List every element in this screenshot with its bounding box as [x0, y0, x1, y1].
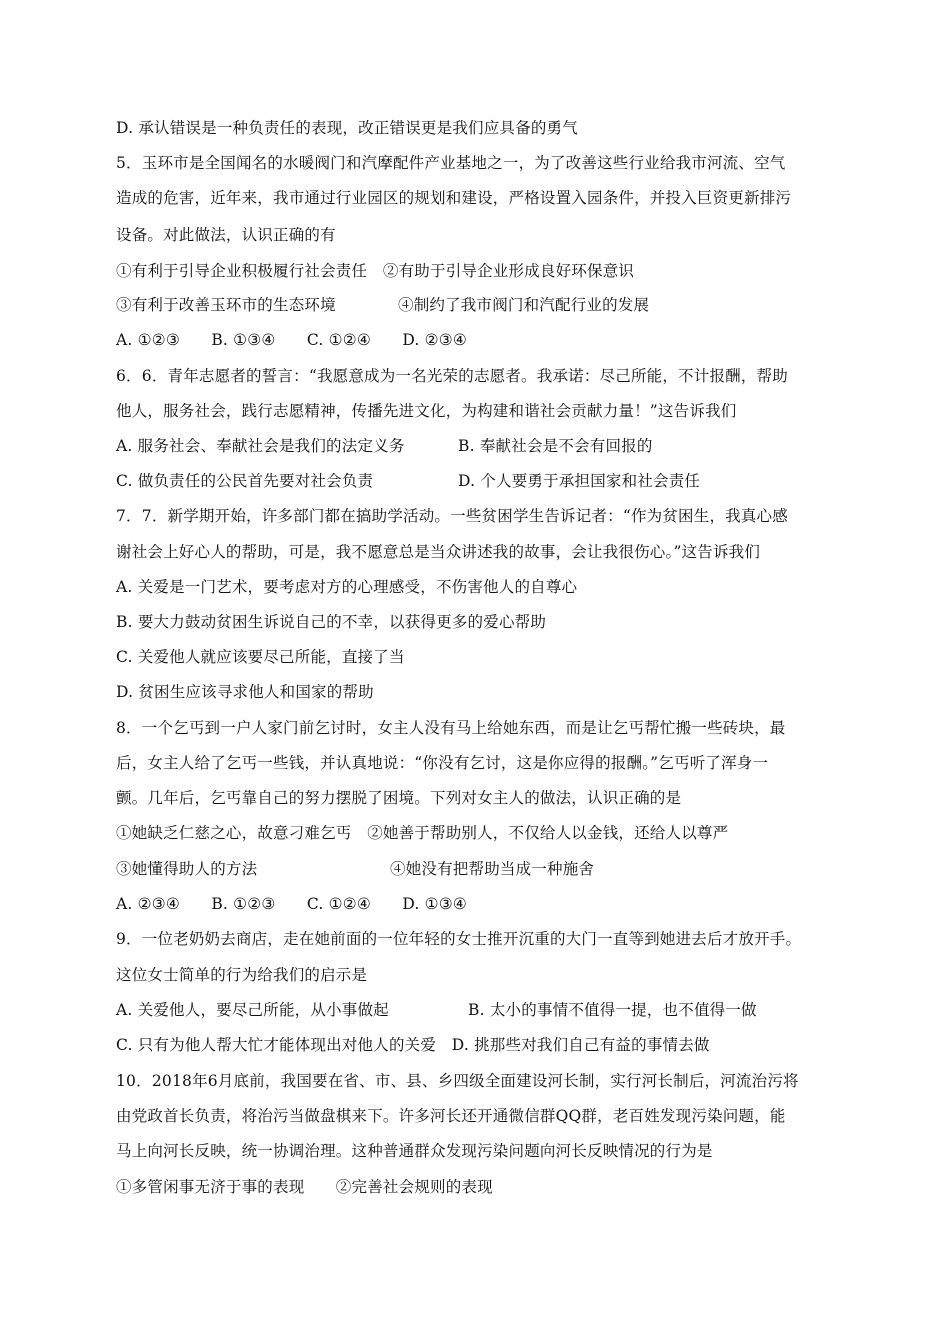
- question-9-stem-line-1: 9．一位老奶奶去商店，走在她前面的一位年轻的女士推开沉重的大门一直等到她进去后才放开手。: [116, 930, 802, 948]
- question-5-stem-line-1: 5．玉环市是全国闻名的水暖阀门和汽摩配件产业基地之一，为了改善这些行业给我市河流、空气: [116, 154, 786, 172]
- question-6-stem-line-2: 他人，服务社会，践行志愿精神，传播先进文化，为构建和谐社会贡献力量！”这告诉我们: [116, 402, 737, 420]
- question-7-option-c: C. 关爱他人就应该要尽己所能，直接了当: [116, 648, 405, 666]
- question-10-statements-1-2: ①多管闲事无济于事的表现 ②完善社会规则的表现: [116, 1178, 493, 1196]
- question-7-option-b: B. 要大力鼓动贫困生诉说自己的不幸，以获得更多的爱心帮助: [116, 613, 547, 631]
- question-8-stem-line-2: 后，女主人给了乞丐一些钱，并认真地说：“你没有乞讨，这是你应得的报酬。”乞丐听了浑身一: [116, 754, 769, 772]
- question-6-option-b: B. 奉献社会是不会有回报的: [458, 437, 653, 455]
- question-5-stem-line-2: 造成的危害，近年来，我市通过行业园区的规划和建设，严格设置入园条件，并投入巨资更新排污: [116, 189, 792, 207]
- question-5-statement-4: ④制约了我市阀门和汽配行业的发展: [398, 296, 650, 314]
- question-8-options: A. ②③④ B. ①②③ C. ①②④ D. ①③④: [116, 895, 467, 913]
- question-7-stem-line-2: 谢社会上好心人的帮助，可是，我不愿意总是当众讲述我的故事，会让我很伤心。”这告诉我们: [116, 543, 761, 561]
- question-5-statement-3: ③有利于改善玉环市的生态环境: [116, 296, 336, 314]
- question-9-options-c-d: C. 只有为他人帮大忙才能体现出对他人的关爱 D. 挑那些对我们自己有益的事情去做: [116, 1036, 710, 1054]
- question-7-option-a: A. 关爱是一门艺术，要考虑对方的心理感受，不伤害他人的自尊心: [116, 578, 578, 596]
- question-5-options: A. ①②③ B. ①③④ C. ①②④ D. ②③④: [116, 331, 467, 349]
- question-8-statement-4: ④她没有把帮助当成一种施舍: [390, 860, 595, 878]
- question-9-option-b: B. 太小的事情不值得一提，也不值得一做: [468, 1001, 757, 1019]
- question-6-stem-line-1: 6．6．青年志愿者的誓言：“我愿意成为一名光荣的志愿者。我承诺：尽己所能，不计报酬，帮助: [116, 367, 788, 385]
- question-9-option-a: A. 关爱他人，要尽己所能，从小事做起: [116, 1001, 389, 1019]
- question-9-stem-line-2: 这位女士简单的行为给我们的启示是: [116, 966, 368, 984]
- question-8-stem-line-1: 8．一个乞丐到一户人家门前乞讨时，女主人没有马上给她东西，而是让乞丐帮忙搬一些砖块，最: [116, 719, 786, 737]
- question-6-option-c: C. 做负责任的公民首先要对社会负责: [116, 472, 374, 490]
- question-8-statement-3: ③她懂得助人的方法: [116, 860, 258, 878]
- question-10-stem-line-2: 由党政首长负责，将治污当做盘棋来下。许多河长还开通微信群QQ群，老百姓发现污染问题，能: [116, 1107, 786, 1125]
- question-8-statements-1-2: ①她缺乏仁慈之心，故意刁难乞丐 ②她善于帮助别人，不仅给人以金钱，还给人以尊严: [116, 824, 729, 842]
- question-7-stem-line-1: 7．7．新学期开始，许多部门都在搞助学活动。一些贫困学生告诉记者：“作为贫困生，我真心感: [116, 507, 788, 525]
- question-5-statements-1-2: ①有利于引导企业积极履行社会责任 ②有助于引导企业形成良好环保意识: [116, 262, 635, 280]
- question-6-option-d: D. 个人要勇于承担国家和社会责任: [458, 472, 701, 490]
- option-d-q4: D. 承认错误是一种负责任的表现，改正错误更是我们应具备的勇气: [116, 119, 578, 137]
- question-10-stem-line-1: 10．2018年6月底前，我国要在省、市、县、乡四级全面建设河长制，实行河长制后，河流治污将: [116, 1072, 799, 1090]
- question-10-stem-line-3: 马上向河长反映，统一协调治理。这种普通群众发现污染问题向河长反映情况的行为是: [116, 1142, 713, 1160]
- question-6-option-a: A. 服务社会、奉献社会是我们的法定义务: [116, 437, 405, 455]
- question-7-option-d: D. 贫困生应该寻求他人和国家的帮助: [116, 683, 374, 701]
- question-8-stem-line-3: 颤。几年后，乞丐靠自己的努力摆脱了困境。下列对女主人的做法，认识正确的是: [116, 789, 682, 807]
- question-5-stem-line-3: 设备。对此做法，认识正确的有: [116, 226, 336, 244]
